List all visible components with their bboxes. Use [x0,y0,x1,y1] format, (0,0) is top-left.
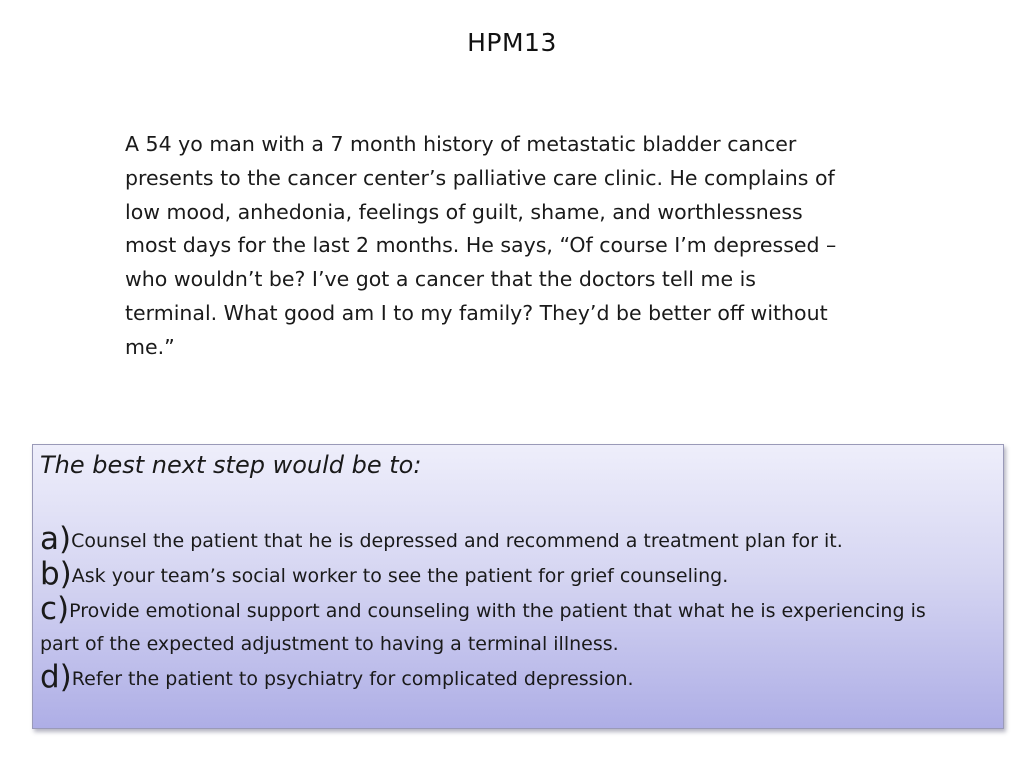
answer-option-d[interactable] [40,661,1000,696]
option-text: Refer the patient to psychiatry for complicated depression. [71,668,634,690]
option-letter: a) [40,521,72,557]
option-letter: d) [40,659,72,695]
question-box [32,444,1004,729]
option-letter: b) [40,556,72,592]
option-text: Provide emotional support and counseling with the patient that what he is experiencing is part of the expected adjustment to having a terminal illness. [40,600,926,655]
slide-title: HPM13 [467,28,557,57]
case-description: A 54 yo man with a 7 month history of metastatic bladder cancer presents to the cancer center’s palliative care clinic. He complains of low mood, anhedonia, feelings of guilt, shame, and worthlessness most days for the last 2 months. He says, “Of course I’m depressed – who wouldn’t be? I’ve got a cancer that the doctors tell me is terminal. What good am I to my family? They’d be better off without me.” [125,132,837,359]
answer-options [40,523,1000,696]
answer-option-c[interactable] [40,593,940,661]
option-text: Counsel the patient that he is depressed and recommend a treatment plan for it. [71,530,843,552]
answer-option-b[interactable] [40,558,1000,593]
question-stem: The best next step would be to: [40,451,422,479]
answer-option-a[interactable] [40,523,1000,558]
option-text: Ask your team’s social worker to see the patient for grief counseling. [71,565,729,587]
option-letter: c) [40,591,70,627]
